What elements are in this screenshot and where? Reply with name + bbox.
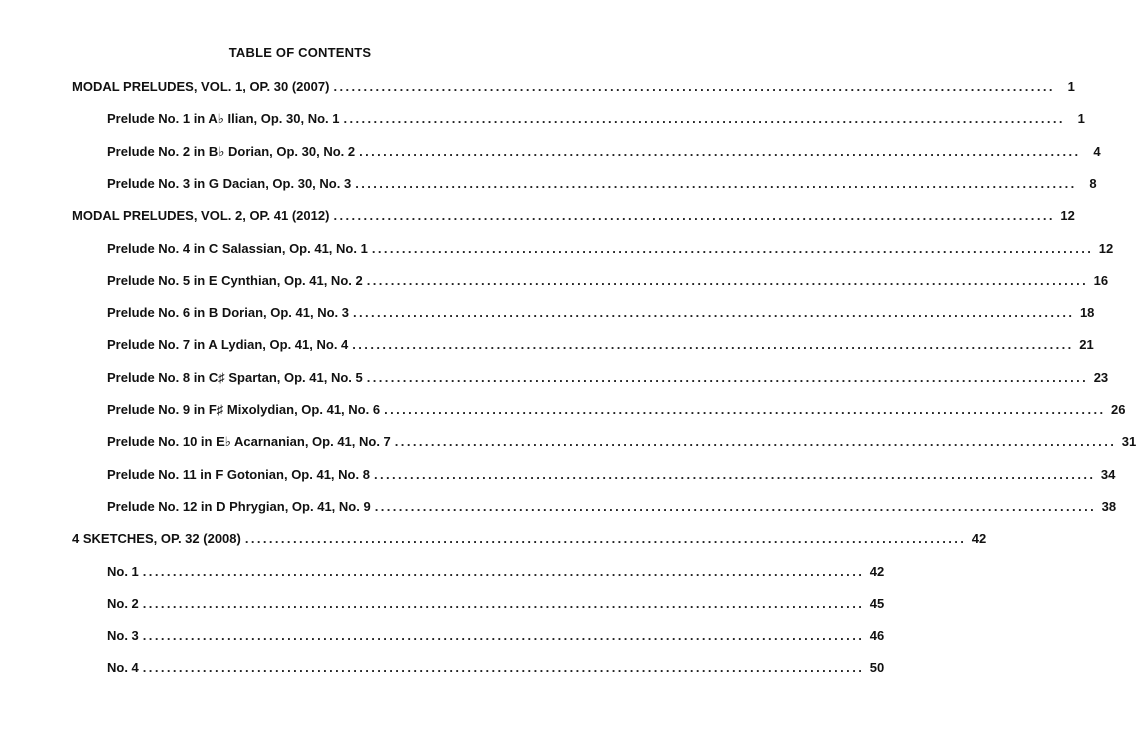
toc-entry-row[interactable] — [107, 563, 885, 581]
toc-entry-row[interactable] — [107, 110, 1085, 128]
toc-row-page-number: 1 — [1077, 111, 1085, 127]
dot-leader: ........................................................................................................................ — [142, 628, 865, 644]
toc-row-label: Prelude No. 6 in B Dorian, Op. 41, No. 3 — [107, 305, 349, 321]
toc-row-page-number: 42 — [869, 563, 885, 579]
toc-row-page-number: 46 — [869, 628, 885, 644]
toc-row-label: 4 SKETCHES, OP. 32 (2008) — [72, 531, 241, 547]
toc-row-page-number: 34 — [1100, 466, 1116, 482]
toc-entry-row[interactable] — [107, 143, 1101, 161]
dot-leader: ........................................................................................................................ — [142, 595, 865, 611]
dot-leader: ........................................................................................................................ — [366, 272, 1089, 288]
toc-row-label: Prelude No. 8 in C♯ Spartan, Op. 41, No. 5 — [107, 369, 363, 385]
toc-row-page-number: 12 — [1060, 208, 1075, 224]
toc-row-label: Prelude No. 2 in B♭ Dorian, Op. 30, No. 2 — [107, 143, 356, 159]
toc-title: TABLE OF CONTENTS — [228, 45, 372, 60]
toc-row-page-number: 31 — [1121, 434, 1136, 450]
toc-row-label: Prelude No. 4 in C Salassian, Op. 41, No. 1 — [107, 240, 368, 256]
dot-leader: ........................................................................................................................ — [384, 402, 1106, 417]
dot-leader: ........................................................................................................................ — [352, 337, 1074, 353]
toc-row-page-number: 12 — [1098, 240, 1114, 256]
toc-row-label: Prelude No. 1 in A♭ Ilian, Op. 30, No. 1 — [107, 111, 340, 127]
toc-row-page-number: 8 — [1089, 175, 1097, 191]
toc-row-page-number: 42 — [971, 531, 987, 547]
dot-leader: ........................................................................................................................ — [373, 466, 1096, 482]
toc-entry-row[interactable] — [107, 272, 1109, 290]
dot-leader: ........................................................................................................................ — [142, 563, 865, 579]
toc-row-page-number: 1 — [1067, 79, 1075, 94]
dot-leader: ........................................................................................................................ — [333, 208, 1055, 224]
toc-entry-row[interactable] — [107, 466, 1116, 484]
toc-row-label: No. 3 — [107, 628, 139, 644]
dot-leader: ........................................................................................................................ — [366, 369, 1089, 385]
dot-leader: ........................................................................................................................ — [353, 305, 1075, 321]
toc-entry-row[interactable] — [107, 304, 1095, 322]
dot-leader: ........................................................................................................................ — [142, 660, 865, 676]
dot-leader: ........................................................................................................................ — [244, 531, 967, 547]
toc-entry-row[interactable] — [107, 433, 1136, 451]
toc-entry-row[interactable] — [107, 498, 1117, 516]
toc-entry-row[interactable] — [107, 595, 885, 613]
toc-section-row[interactable] — [72, 78, 1075, 96]
dot-leader: ........................................................................................................................ — [359, 143, 1081, 159]
toc-row-label: Prelude No. 5 in E Cynthian, Op. 41, No. 2 — [107, 272, 363, 288]
toc-row-page-number: 26 — [1111, 402, 1126, 417]
toc-row-label: No. 4 — [107, 660, 139, 676]
toc-row-page-number: 38 — [1101, 498, 1117, 514]
dot-leader: ........................................................................................................................ — [394, 434, 1117, 450]
toc-row-page-number: 23 — [1093, 369, 1109, 385]
toc-row-page-number: 45 — [869, 595, 885, 611]
toc-entry-row[interactable] — [107, 659, 885, 677]
toc-row-label: MODAL PRELUDES, VOL. 1, OP. 30 (2007) — [72, 79, 330, 94]
dot-leader: ........................................................................................................................ — [343, 111, 1065, 127]
toc-section-row[interactable] — [72, 530, 987, 548]
toc-section-row[interactable] — [72, 207, 1075, 225]
dot-leader: ........................................................................................................................ — [374, 498, 1097, 514]
toc-row-label: Prelude No. 9 in F♯ Mixolydian, Op. 41, No. 6 — [107, 402, 381, 417]
toc-row-label: No. 1 — [107, 563, 139, 579]
dot-leader: ........................................................................................................................ — [355, 175, 1077, 191]
toc-row-label: Prelude No. 12 in D Phrygian, Op. 41, No. 9 — [107, 498, 371, 514]
toc-row-label: No. 2 — [107, 595, 139, 611]
toc-row-page-number: 21 — [1079, 337, 1094, 353]
toc-row-label: Prelude No. 11 in F Gotonian, Op. 41, No. 8 — [107, 466, 370, 482]
toc-entry-row[interactable] — [107, 240, 1114, 258]
toc-row-label: Prelude No. 7 in A Lydian, Op. 41, No. 4 — [107, 337, 349, 353]
toc-row-label: MODAL PRELUDES, VOL. 2, OP. 41 (2012) — [72, 208, 330, 224]
toc-entry-row[interactable] — [107, 336, 1094, 354]
toc-row-page-number: 50 — [869, 660, 885, 676]
toc-row-label: Prelude No. 3 in G Dacian, Op. 30, No. 3 — [107, 175, 352, 191]
toc-entry-row[interactable] — [107, 627, 885, 645]
toc-row-page-number: 16 — [1093, 272, 1109, 288]
dot-leader: ........................................................................................................................ — [333, 79, 1055, 94]
toc-entry-row[interactable] — [107, 401, 1126, 419]
toc-entry-row[interactable] — [107, 175, 1097, 193]
toc-row-page-number: 18 — [1079, 305, 1095, 321]
toc-row-label: Prelude No. 10 in E♭ Acarnanian, Op. 41, No. 7 — [107, 434, 391, 450]
toc-entry-row[interactable] — [107, 369, 1109, 387]
toc-row-page-number: 4 — [1093, 143, 1101, 159]
dot-leader: ........................................................................................................................ — [371, 240, 1094, 256]
